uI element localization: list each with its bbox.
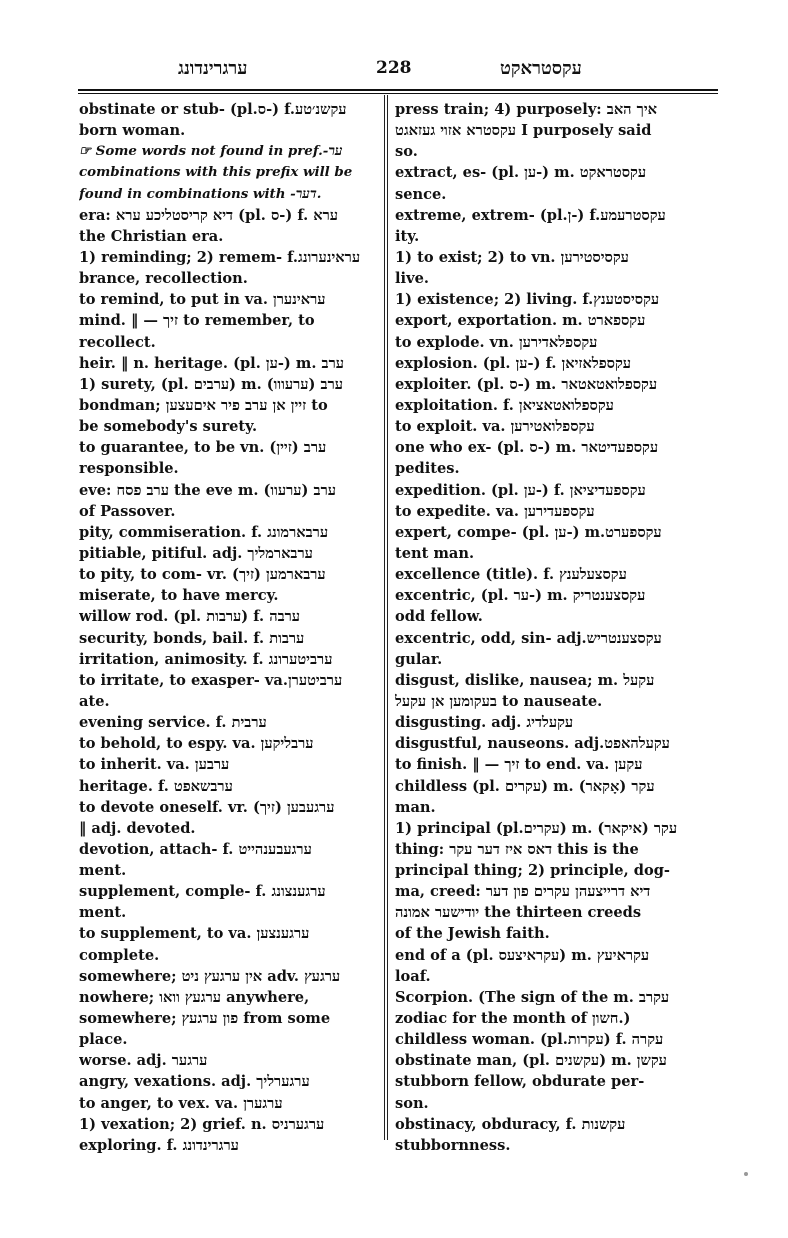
entry-line: obstinate man, (pl. עקשנים) m. עקשן	[395, 1052, 667, 1070]
entry-line: born woman.	[79, 122, 186, 140]
entry-line: pitiable, pitiful. adj. ערבארמליך	[79, 544, 313, 562]
column-divider	[384, 95, 385, 1140]
entry-line: nowhere; ערגעץ וואו anywhere,	[79, 988, 310, 1006]
entry-line: stubbornness.	[395, 1136, 511, 1154]
entry-line: miserate, to have mercy.	[79, 587, 279, 605]
entry-line: pedites.	[395, 460, 460, 478]
page-header	[78, 58, 718, 84]
entry-line: so.	[395, 143, 418, 161]
entry-line: childless woman. (pl.עקרות) f. עקרה	[395, 1031, 664, 1049]
entry-line: loaf.	[395, 967, 431, 985]
entry-line: 1) to exist; 2) to vn. עקסיסטירען	[395, 248, 629, 266]
entry-line: Scorpion. (The sign of the m. עקרב	[395, 988, 670, 1006]
entry-line: sence.	[395, 185, 447, 203]
entry-line: heritage. f. ערבשאפט	[79, 777, 233, 795]
entry-line: of Passover.	[79, 502, 176, 520]
entry-line: to exploit. va. עקספלואטירען	[395, 418, 595, 436]
entry-line: brance, recollection.	[79, 270, 248, 288]
left-running-head: ערגרינדונג	[178, 58, 248, 79]
entry-line: irritation, animosity. f. ערביטערונג	[79, 650, 333, 668]
entry-line: end of a (pl. עקראיצעס) m. עקראיעץ	[395, 946, 650, 964]
entry-line: to remind, to put in va. עראינערן	[79, 291, 326, 309]
entry-line: complete.	[79, 946, 160, 964]
entry-line: to explode. vn. עקספלאדירען	[395, 333, 598, 351]
entry-line: worse. adj. ערגער	[79, 1052, 208, 1070]
entry-line: excentric, (pl. ער-) m. עקסצענטריק	[395, 587, 646, 605]
entry-line: ity.	[395, 227, 420, 245]
entry-line: live.	[395, 270, 429, 288]
entry-line: exploitation. f. עקספלואטאציאן	[395, 396, 614, 414]
entry-line: recollect.	[79, 333, 156, 351]
entry-line: exploiter. (pl. ס-) m. עקספלואטאטאר	[395, 375, 658, 393]
entry-line: stubborn fellow, obdurate per-	[395, 1073, 645, 1091]
entry-line: to devote oneself. vr. (זיך) ערגעבען	[79, 798, 335, 816]
left-column	[79, 99, 375, 1156]
entry-line: responsible.	[79, 460, 179, 478]
entry-line: explosion. (pl. ען-) f. עקספלאזיאן	[395, 354, 632, 372]
entry-line: gular.	[395, 650, 443, 668]
entry-line: to finish. ‖ — זיך to end. va. עקען	[395, 756, 643, 774]
entry-line: disgust, dislike, nausea; m. עקעל	[395, 671, 655, 689]
entry-line: disgustful, nauseons. adj.עקעלהאפט	[395, 735, 670, 753]
entry-line: childless (pl. עקרים) m. (אָקאר) עקר	[395, 777, 655, 795]
entry-line: be somebody's surety.	[79, 418, 258, 436]
entry-line: bondman; זיין אן ערב פיר איםעצען to	[79, 396, 328, 414]
entry-line: combinations with this prefix will be	[79, 164, 353, 181]
entry-line: 1) vexation; 2) grief. n. ערגערניס	[79, 1115, 325, 1133]
column-divider-second	[387, 95, 388, 1140]
entry-line: ate.	[79, 692, 110, 710]
entry-line: odd fellow.	[395, 608, 483, 626]
entry-line: era: דיא קריסטליכע ערא (pl. ס-) f. ערא	[79, 206, 339, 224]
entry-line: excentric, odd, sin- adj.עקסצענטריש	[395, 629, 662, 647]
entry-line: found in combinations with -דער.	[79, 185, 322, 202]
entry-line: the Christian era.	[79, 227, 224, 245]
entry-line: one who ex- (pl. ס-) m. עקספעדיטאר	[395, 439, 659, 457]
entry-line: to anger, to vex. va. ערגערן	[79, 1094, 283, 1112]
entry-line: of the Jewish faith.	[395, 925, 550, 943]
entry-line: somewhere; פון ערגעץ from some	[79, 1010, 331, 1028]
entry-line: בעקומען אן עקעל to nauseate.	[395, 692, 603, 710]
right-running-head: עקסטראקט	[500, 58, 582, 79]
entry-line: ment.	[79, 862, 127, 880]
entry-line: obstinacy, obduracy, f. עקשנות	[395, 1115, 626, 1133]
entry-line: 1) existence; 2) living. f.עקסיסטענץ	[395, 291, 660, 309]
entry-line: extreme, extrem- (pl.ן-) f.עקסטרעמע	[395, 206, 666, 224]
entry-line: mind. ‖ — זיך to remember, to	[79, 312, 315, 330]
entry-line: disgusting. adj. עקעלדיג	[395, 714, 574, 732]
entry-line: press train; 4) purposely: איך האב	[395, 101, 658, 118]
entry-line: principal thing; 2) principle, dog-	[395, 862, 670, 880]
entry-line: evening service. f. ערבית	[79, 714, 267, 732]
entry-line: expedition. (pl. ען-) f. עקספעדיציאן	[395, 481, 646, 499]
page-speck	[744, 1172, 748, 1176]
entry-line: eve: ערב פסח the eve m. (ערעוו) ערב	[79, 481, 337, 499]
entry-line: to inherit. va. ערבען	[79, 756, 230, 774]
entry-line: to guarantee, to be vn. (זיין) ערב	[79, 439, 327, 457]
entry-line: 1) reminding; 2) remem- f.עראינערונג	[79, 248, 361, 266]
entry-line: to behold, to espy. va. ערבליקען	[79, 735, 314, 753]
entry-line: willow rod. (pl. ערבות) f. ערבה	[79, 608, 301, 626]
entry-line: place.	[79, 1031, 128, 1049]
header-rule-thin	[78, 93, 718, 94]
entry-line: expert, compe- (pl. ען-) m.עקספערט	[395, 523, 662, 541]
entry-line: tent man.	[395, 544, 475, 562]
entry-line: 1) surety, (pl. ערבים) m. (ערעווו) ערב	[79, 375, 344, 393]
entry-line: devotion, attach- f. ערגעבענהייט	[79, 840, 312, 858]
entry-line: to irritate, to exasper- va.ערביטערן	[79, 671, 343, 689]
entry-line: pity, commiseration. f. ערבארמונג	[79, 523, 329, 541]
entry-line: ‖ adj. devoted.	[79, 819, 196, 837]
entry-line: obstinate or stub- (pl.ס-) f.עקשנ׳טע	[79, 101, 347, 118]
entry-line: ☞ Some words not found in pref.-ער	[79, 143, 343, 160]
entry-line: to supplement, to va. ערגענצען	[79, 925, 310, 943]
entry-line: angry, vexations. adj. ערגערליך	[79, 1073, 310, 1091]
entry-line: son.	[395, 1094, 429, 1112]
entry-line: security, bonds, bail. f. ערבות	[79, 629, 305, 647]
entry-line: supplement, comple- f. ערגענצונג	[79, 883, 326, 901]
entry-line: excellence (title). f. עקסצעלענץ	[395, 566, 627, 584]
entry-line: to expedite. va. עקספעדירען	[395, 502, 595, 520]
entry-line: יודישער אמונה the thirteen creeds	[395, 904, 642, 922]
entry-line: somewhere; אין ערגעץ ניט adv. ערגעץ	[79, 967, 341, 985]
entry-line: thing: דאס איז דער עקר this is the	[395, 840, 639, 858]
entry-line: to pity, to com- vr. (זיך) ערבארמען	[79, 566, 326, 584]
entry-line: ment.	[79, 904, 127, 922]
entry-line: extract, es- (pl. ען-) m. עקסטראקט	[395, 164, 647, 182]
right-column	[395, 99, 703, 1156]
page-number: 228	[376, 58, 412, 78]
entry-line: export, exportation. m. עקספארט	[395, 312, 646, 330]
entry-line: ma, creed: דיא דרייצעהן עקרים פון דער	[395, 883, 651, 901]
entry-line: exploring. f. ערגרינדונג	[79, 1136, 239, 1154]
header-rule	[78, 89, 718, 91]
entry-line: עקסטרא אזוי געזאגט I purposely said	[395, 122, 652, 140]
entry-line: man.	[395, 798, 436, 816]
entry-line: 1) principal (pl.עקרים) m. (איקאר) עקר	[395, 819, 678, 837]
entry-line: zodiac for the month of חשון.)	[395, 1010, 631, 1028]
entry-line: heir. ‖ n. heritage. (pl. ען-) m. ערב	[79, 354, 344, 372]
